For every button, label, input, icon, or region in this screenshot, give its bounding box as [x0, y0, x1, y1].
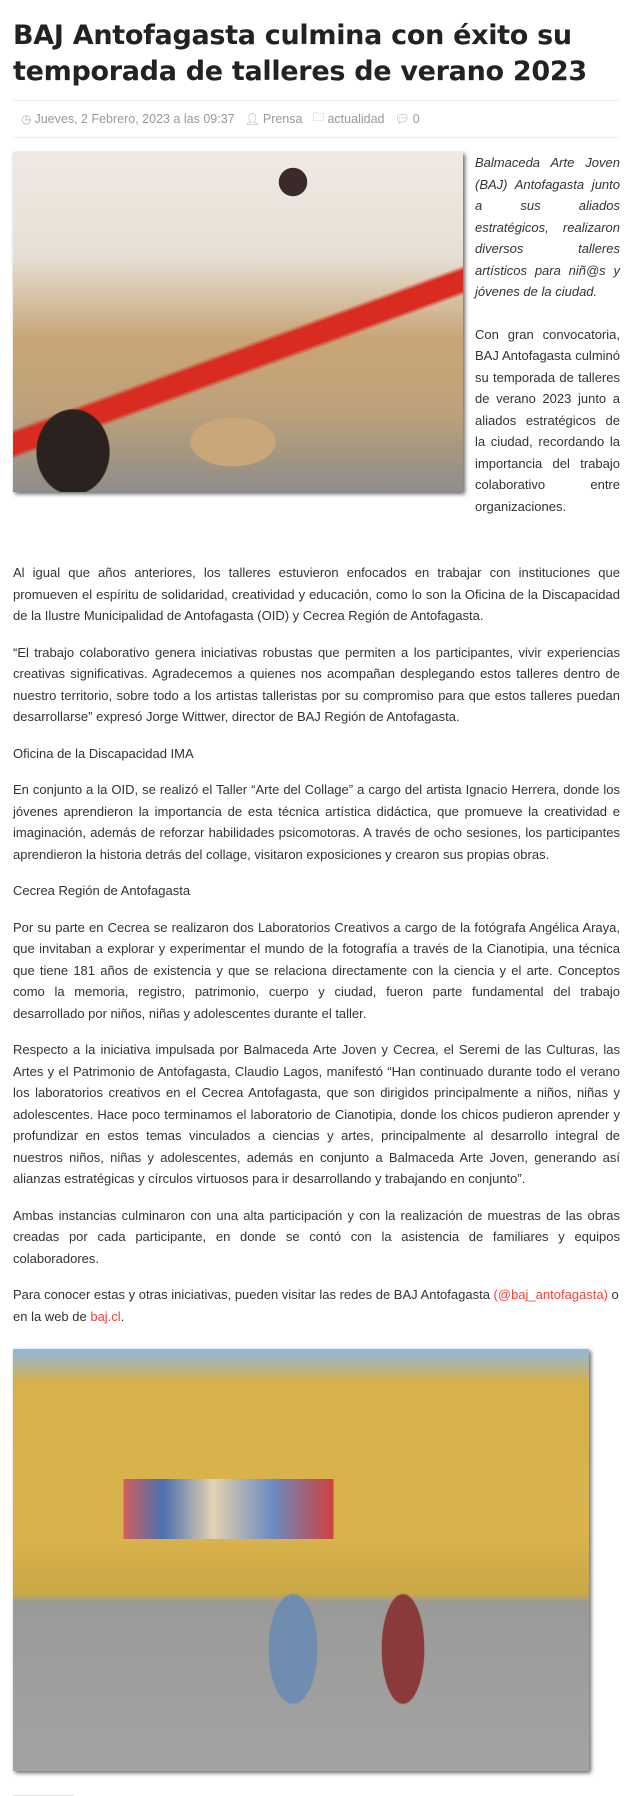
- article: [0, 18, 632, 1796]
- workshop-photo: [13, 152, 463, 492]
- quote-paragraph: “El trabajo colaborativo genera iniciativas robustas que permiten a los participantes, vivir experiencias creativas significativas. Agradecemos a quienes nos acompañan desplegando estos talleres dentro de nuestro territorio, sobre todo a los artistas talleristas por su compromiso para que estos talleres puedan desarrollarse” expresó Jorge Wittwer, director de BAJ Región de Antofagasta.: [13, 644, 620, 724]
- intro-italic: Balmaceda Arte Joven (BAJ) Antofagasta junto a sus aliados estratégicos, realizaron diversos talleres artísticos para niñ@s y jóvenes de la ciudad.: [475, 155, 620, 299]
- date-text: Jueves, 2 Febrero, 2023 a las 09:37: [34, 111, 235, 126]
- category-link[interactable]: actualidad: [327, 111, 385, 126]
- group-photo: [13, 1349, 589, 1771]
- article-title: BAJ Antofagasta culmina con éxito su temporada de talleres de verano 2023: [13, 20, 587, 87]
- closing-text: o en la web de: [13, 1287, 619, 1324]
- closing-text: Para conocer estas y otras iniciativas, pueden visitar las redes de BAJ Antofagasta: [13, 1287, 494, 1302]
- section-heading: Oficina de la Discapacidad IMA: [13, 745, 194, 761]
- paragraph: Respecto a la iniciativa impulsada por Balmaceda Arte Joven y Cecrea, el Seremi de las Culturas, las Artes y el Patrimonio de Antofagasta, Claudio Lagos, manifestó “Han continuado durante todo el verano los laboratorios creativos en el Cecrea Antofagasta, que son dirigidos principalmente a niños, niñas y adolescentes. Hace poco terminamos el laboratorio de Cianotipia, donde los chicos pudieron aprender y profundizar en estos temas vinculados a ciencias y artes, principalmente al desarrollo integral de nuestros niños, niñas y adolescentes, además en conjunto a Balmaceda Arte Joven, generando así alianzas estratégicas y círculos virtuosos para ir desarrollando y trabajando en conjunto”.: [13, 1042, 620, 1186]
- paragraph: En conjunto a la OID, se realizó el Taller “Arte del Collage” a cargo del artista Ignacio Herrera, donde los jóvenes aprendieron la importancia de esta técnica artística didáctica, que promueve la creatividad e imaginación, además de reforzar habilidades psicomotoras. A través de ocho sesiones, los participantes aprendieron la historia detrás del collage, visitaron exposiciones y crearon sus propias obras.: [13, 782, 620, 862]
- comment-icon: 💬︎: [394, 111, 410, 126]
- intro-text: [475, 152, 620, 538]
- user-icon: 👤︎: [244, 111, 260, 126]
- intro-paragraph: Con gran convocatoria, BAJ Antofagasta culminó su temporada de talleres de verano 2023 junto a aliados estratégicos de la ciudad, recordando la importancia del trabajo colaborativo entre organizaciones.: [475, 326, 620, 514]
- intro-section: [13, 152, 620, 538]
- meta-comments[interactable]: [394, 112, 419, 126]
- folder-icon: 🗀: [312, 110, 325, 124]
- paragraph: Al igual que años anteriores, los talleres estuvieron enfocados en trabajar con instituciones que promueven el espíritu de solidaridad, creatividad y educación, como lo son la Oficina de la Discapacidad de la Ilustre Municipalidad de Antofagasta (OID) y Cecrea Región de Antofagasta.: [13, 565, 620, 623]
- article-body: [13, 562, 620, 1327]
- paragraph: Ambas instancias culminaron con una alta participación y con la realización de muestras de las obras creadas por cada participante, en donde se contó con la asistencia de familiares y equipos colaboradores.: [13, 1207, 620, 1266]
- meta-date: [21, 112, 235, 126]
- comments-count[interactable]: 0: [412, 111, 420, 126]
- paragraph: Por su parte en Cecrea se realizaron dos Laboratorios Creativos a cargo de la fotógrafa Angélica Araya, que invitaban a explorar y experimentar el mundo de la fotografía a través de la Cianotipia, una técnica que tiene 181 años de existencia y que se relaciona directamente con la ciencia y el arte. Conceptos como la memoria, registro, patrimonio, cuerpo y ciudad, fueron parte fundamental del trabajo desarrollado por niños, niñas y adolescentes durante el taller.: [13, 919, 620, 1021]
- website-link[interactable]: baj.cl: [90, 1308, 121, 1324]
- author-link[interactable]: Prensa: [262, 111, 303, 126]
- clock-icon: ◷: [21, 111, 32, 126]
- closing-paragraph: [13, 1284, 620, 1327]
- meta-category[interactable]: [312, 108, 384, 129]
- meta-author[interactable]: [245, 112, 303, 126]
- instagram-link[interactable]: (@baj_antofagasta): [493, 1287, 608, 1302]
- article-meta: [13, 100, 620, 138]
- section-heading: Cecrea Región de Antofagasta: [13, 883, 191, 898]
- closing-text: .: [120, 1308, 125, 1324]
